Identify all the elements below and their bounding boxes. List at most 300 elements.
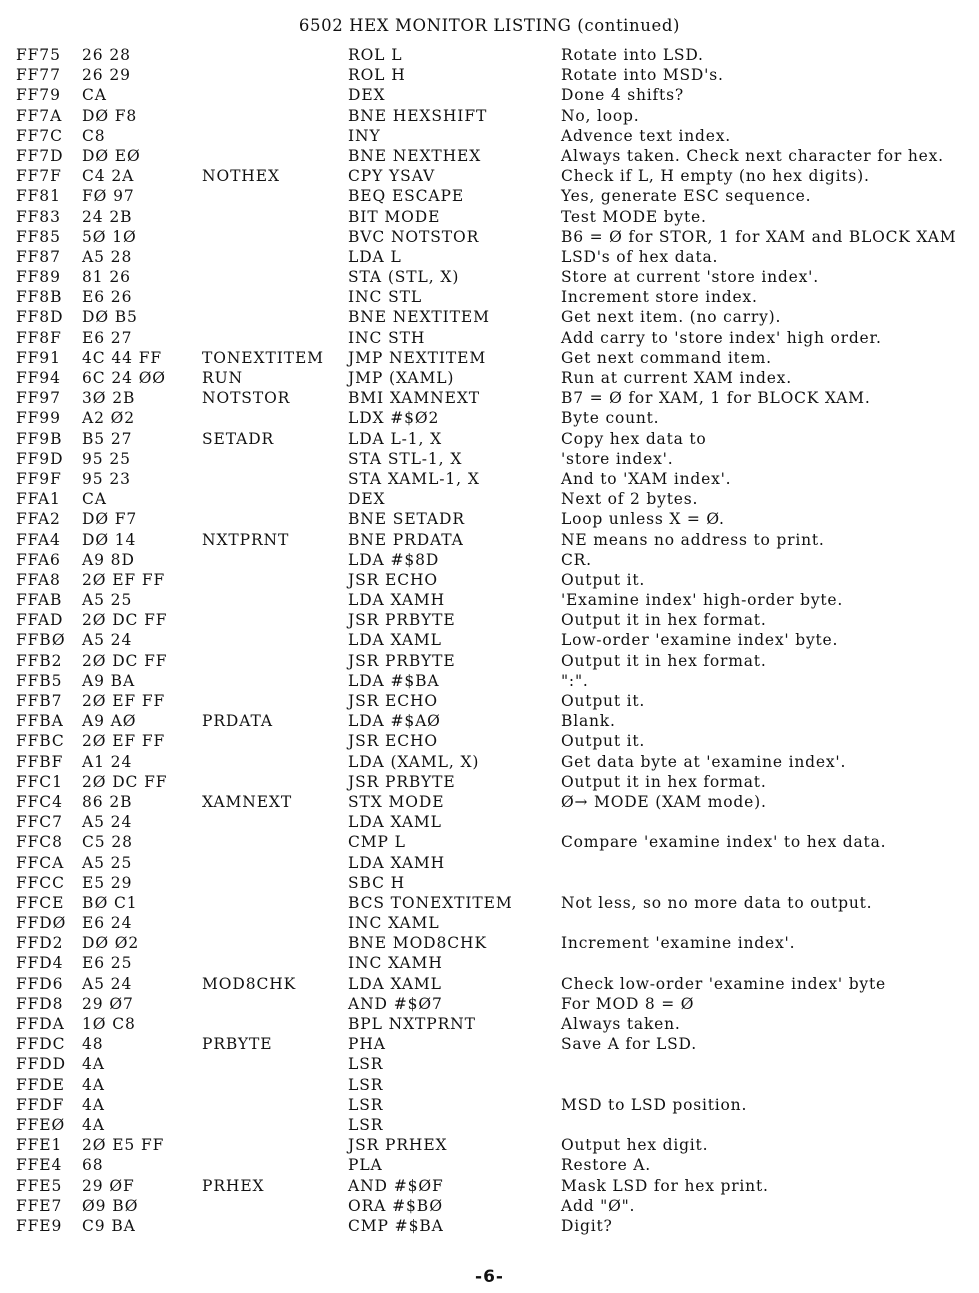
listing-row: [0, 893, 979, 913]
address: FFE7: [16, 1196, 63, 1215]
instruction: PHA: [348, 1035, 386, 1054]
listing-row: [0, 509, 979, 529]
object-code: A9 8D: [82, 550, 135, 569]
instruction: BNE PRDATA: [348, 530, 464, 549]
instruction: JMP (XAML): [348, 369, 455, 387]
instruction: BNE MOD8CHK: [348, 934, 487, 953]
address: FF79: [16, 86, 61, 105]
address: FFD2: [16, 934, 64, 953]
instruction: SBC H: [348, 873, 406, 892]
instruction: INY: [348, 126, 381, 145]
listing-row: [0, 65, 979, 85]
object-code: E6 25: [82, 954, 133, 973]
object-code: B5 27: [82, 429, 133, 448]
listing-row: [0, 1054, 979, 1074]
comment: Output it.: [561, 732, 646, 751]
object-code: A5 24: [82, 813, 133, 832]
object-code: C8: [82, 126, 106, 145]
object-code: E6 24: [82, 914, 133, 933]
comment: Rotate into MSD's.: [561, 66, 724, 85]
object-code: 2Ø E5 FF: [82, 1136, 165, 1155]
listing-row: [0, 731, 979, 751]
listing-row: [0, 610, 979, 630]
comment: Store at current 'store index'.: [561, 268, 819, 287]
object-code: 2Ø EF FF: [82, 692, 166, 710]
instruction: ROL L: [348, 46, 403, 64]
object-code: BØ C1: [82, 893, 138, 912]
listing-row: [0, 368, 979, 388]
listing-row: [0, 85, 979, 105]
address: FF89: [16, 268, 61, 287]
object-code: 4A: [82, 1095, 105, 1114]
address: FF91: [16, 348, 61, 367]
address: FFEØ: [16, 1115, 66, 1134]
object-code: A5 25: [82, 591, 133, 610]
listing-row: [0, 1034, 979, 1054]
instruction: INC XAML: [348, 914, 440, 933]
listing-row: [0, 933, 979, 953]
instruction: LDA L: [348, 247, 402, 266]
address: FF75: [16, 46, 61, 64]
listing-row: [0, 812, 979, 832]
listing-row: [0, 953, 979, 973]
address: FFC4: [16, 792, 63, 811]
address: FFAD: [16, 611, 64, 630]
comment: Check if L, H empty (no hex digits).: [561, 167, 870, 186]
comment: Restore A.: [561, 1156, 651, 1175]
object-code: 48: [82, 1035, 104, 1054]
listing-row: [0, 1196, 979, 1216]
comment: Increment store index.: [561, 288, 758, 307]
label: SETADR: [202, 429, 275, 448]
address: FFBA: [16, 712, 64, 731]
address: FFDE: [16, 1075, 65, 1094]
listing-row: [0, 469, 979, 489]
comment: Output it in hex format.: [561, 651, 767, 670]
instruction: STX MODE: [348, 792, 445, 811]
label: MOD8CHK: [202, 974, 297, 993]
object-code: 1Ø C8: [82, 1015, 136, 1033]
address: FFBC: [16, 732, 65, 751]
listing-row: [0, 1095, 979, 1115]
instruction: BNE NEXTHEX: [348, 146, 482, 165]
listing-row: [0, 1176, 979, 1196]
address: FFE9: [16, 1216, 63, 1235]
listing-row: [0, 752, 979, 772]
listing-row: [0, 106, 979, 126]
comment: LSD's of hex data.: [561, 247, 719, 266]
instruction: BEQ ESCAPE: [348, 187, 465, 206]
object-code: CA: [82, 490, 107, 509]
object-code: A9 AØ: [82, 712, 137, 731]
object-code: 4A: [82, 1075, 105, 1094]
address: FF99: [16, 409, 61, 428]
object-code: E6 26: [82, 288, 133, 307]
address: FFBØ: [16, 631, 66, 650]
instruction: PLA: [348, 1156, 383, 1175]
instruction: AND #$ØF: [348, 1176, 444, 1195]
instruction: CMP #$BA: [348, 1216, 444, 1235]
address: FF9D: [16, 449, 64, 468]
comment: Blank.: [561, 712, 616, 731]
comment: Digit?: [561, 1216, 613, 1235]
address: FFA6: [16, 550, 61, 569]
listing-row: [0, 1155, 979, 1175]
address: FFC8: [16, 833, 63, 852]
comment: Yes, generate ESC sequence.: [561, 187, 812, 206]
object-code: 2Ø DC FF: [82, 651, 168, 670]
assembly-listing: [0, 45, 979, 1236]
comment: Output it in hex format.: [561, 611, 767, 630]
instruction: LDX #$Ø2: [348, 409, 440, 428]
address: FFDC: [16, 1035, 66, 1054]
instruction: LDA XAML: [348, 974, 442, 993]
address: FF81: [16, 187, 61, 206]
label: PRDATA: [202, 712, 273, 731]
instruction: DEX: [348, 490, 386, 509]
comment: Ø→ MODE (XAM mode).: [561, 792, 767, 811]
comment: Get next item. (no carry).: [561, 308, 782, 327]
instruction: ORA #$BØ: [348, 1196, 443, 1215]
listing-row: [0, 1115, 979, 1135]
object-code: A5 25: [82, 853, 133, 872]
address: FF9F: [16, 469, 62, 488]
listing-row: [0, 711, 979, 731]
object-code: FØ 97: [82, 187, 135, 206]
comment: Save A for LSD.: [561, 1035, 697, 1054]
address: FFA1: [16, 490, 61, 509]
comment: Output it.: [561, 570, 646, 589]
listing-row: [0, 1014, 979, 1034]
listing-row: [0, 974, 979, 994]
address: FFB5: [16, 671, 63, 690]
comment: 'store index'.: [561, 449, 674, 468]
instruction: BNE HEXSHIFT: [348, 106, 488, 125]
object-code: A9 BA: [82, 671, 136, 690]
listing-row: [0, 1216, 979, 1236]
instruction: LDA (XAML, X): [348, 752, 480, 771]
comment: MSD to LSD position.: [561, 1095, 748, 1114]
instruction: LDA L-1, X: [348, 429, 443, 448]
comment: Always taken.: [561, 1015, 681, 1033]
comment: Not less, so no more data to output.: [561, 893, 873, 912]
label: RUN: [202, 369, 243, 387]
address: FF83: [16, 207, 61, 226]
listing-row: [0, 348, 979, 368]
address: FF8F: [16, 328, 62, 347]
comment: Get data byte at 'examine index'.: [561, 752, 847, 771]
object-code: CA: [82, 86, 107, 105]
listing-row: [0, 691, 979, 711]
object-code: DØ F7: [82, 510, 138, 529]
listing-row: [0, 247, 979, 267]
instruction: LSR: [348, 1055, 384, 1074]
instruction: JSR ECHO: [348, 692, 439, 710]
listing-row: [0, 186, 979, 206]
listing-row: [0, 489, 979, 509]
comment: Get next command item.: [561, 348, 772, 367]
object-code: DØ 14: [82, 530, 137, 549]
instruction: LDA #$BA: [348, 671, 440, 690]
label: XAMNEXT: [202, 792, 293, 811]
instruction: JSR PRHEX: [348, 1136, 448, 1155]
label: NXTPRNT: [202, 530, 290, 549]
listing-row: [0, 530, 979, 550]
object-code: DØ EØ: [82, 146, 141, 165]
listing-row: [0, 207, 979, 227]
instruction: INC XAMH: [348, 954, 443, 973]
address: FFDF: [16, 1095, 65, 1114]
listing-row: [0, 328, 979, 348]
address: FF87: [16, 247, 61, 266]
object-code: A5 24: [82, 631, 133, 650]
address: FF7F: [16, 167, 62, 186]
listing-row: [0, 146, 979, 166]
comment: And to 'XAM index'.: [561, 469, 732, 488]
comment: Output it in hex format.: [561, 772, 767, 791]
instruction: LDA #$AØ: [348, 712, 441, 731]
instruction: JMP NEXTITEM: [348, 348, 487, 367]
listing-row: [0, 429, 979, 449]
comment: Low-order 'examine index' byte.: [561, 631, 839, 650]
address: FFA4: [16, 530, 61, 549]
page-title: 6502 HEX MONITOR LISTING (continued): [298, 16, 681, 35]
object-code: 29 ØF: [82, 1176, 135, 1195]
object-code: 4C 44 FF: [82, 348, 163, 367]
object-code: 86 2B: [82, 792, 133, 811]
listing-row: [0, 287, 979, 307]
address: FFD6: [16, 974, 64, 993]
comment: Copy hex data to: [561, 429, 707, 448]
instruction: JSR PRBYTE: [348, 772, 456, 791]
comment: Loop unless X = Ø.: [561, 510, 725, 529]
listing-row: [0, 570, 979, 590]
address: FFE4: [16, 1156, 63, 1175]
comment: Check low-order 'examine index' byte: [561, 974, 886, 993]
label: PRHEX: [202, 1176, 265, 1195]
listing-row: [0, 307, 979, 327]
address: FFA8: [16, 570, 61, 589]
instruction: INC STH: [348, 328, 426, 347]
address: FFB7: [16, 692, 63, 710]
instruction: LDA #$8D: [348, 550, 440, 569]
instruction: AND #$Ø7: [348, 994, 443, 1013]
listing-row: [0, 792, 979, 812]
address: FFCE: [16, 893, 65, 912]
object-code: DØ Ø2: [82, 934, 140, 953]
comment: B6 = Ø for STOR, 1 for XAM and BLOCK XAM: [561, 227, 957, 246]
listing-row: [0, 126, 979, 146]
address: FFC1: [16, 772, 63, 791]
listing-row: [0, 651, 979, 671]
label: TONEXTITEM: [202, 348, 324, 367]
listing-row: [0, 267, 979, 287]
address: FF77: [16, 66, 61, 85]
object-code: A5 28: [82, 247, 133, 266]
instruction: BMI XAMNEXT: [348, 389, 481, 408]
address: FF8B: [16, 288, 63, 307]
instruction: BNE SETADR: [348, 510, 465, 529]
instruction: JSR ECHO: [348, 732, 439, 751]
comment: Output it.: [561, 692, 646, 710]
object-code: 3Ø 2B: [82, 389, 136, 408]
comment: Compare 'examine index' to hex data.: [561, 833, 887, 852]
address: FFCC: [16, 873, 65, 892]
instruction: BIT MODE: [348, 207, 441, 226]
object-code: A2 Ø2: [82, 409, 136, 428]
instruction: LDA XAMH: [348, 853, 446, 872]
address: FF97: [16, 389, 61, 408]
comment: Next of 2 bytes.: [561, 490, 699, 509]
listing-row: [0, 408, 979, 428]
address: FFD4: [16, 954, 64, 973]
instruction: STA (STL, X): [348, 268, 460, 287]
instruction: LDA XAMH: [348, 591, 446, 610]
object-code: 2Ø DC FF: [82, 772, 168, 791]
comment: Test MODE byte.: [561, 207, 707, 226]
comment: Output hex digit.: [561, 1136, 709, 1155]
listing-row: [0, 832, 979, 852]
object-code: 6C 24 ØØ: [82, 369, 166, 387]
address: FF7A: [16, 106, 63, 125]
address: FF7D: [16, 146, 64, 165]
address: FFB2: [16, 651, 63, 670]
listing-row: [0, 166, 979, 186]
comment: Always taken. Check next character for hex.: [561, 146, 944, 165]
listing-row: [0, 590, 979, 610]
object-code: C9 BA: [82, 1216, 136, 1235]
listing-row: [0, 550, 979, 570]
instruction: JSR PRBYTE: [348, 651, 456, 670]
object-code: 26 29: [82, 66, 131, 85]
object-code: 2Ø DC FF: [82, 611, 168, 630]
address: FF94: [16, 369, 61, 387]
listing-row: [0, 772, 979, 792]
instruction: BPL NXTPRNT: [348, 1015, 476, 1033]
address: FFC7: [16, 813, 63, 832]
instruction: ROL H: [348, 66, 406, 85]
object-code: 4A: [82, 1055, 105, 1074]
object-code: C5 28: [82, 833, 133, 852]
comment: No, loop.: [561, 106, 640, 125]
label: PRBYTE: [202, 1035, 273, 1054]
instruction: LDA XAML: [348, 631, 442, 650]
address: FFDØ: [16, 914, 67, 933]
address: FFDA: [16, 1015, 65, 1033]
object-code: 5Ø 1Ø: [82, 227, 137, 246]
comment: Add carry to 'store index' high order.: [561, 328, 882, 347]
listing-row: [0, 388, 979, 408]
comment: B7 = Ø for XAM, 1 for BLOCK XAM.: [561, 389, 871, 408]
instruction: STA XAML-1, X: [348, 469, 480, 488]
listing-row: [0, 913, 979, 933]
object-code: A5 24: [82, 974, 133, 993]
instruction: JSR ECHO: [348, 570, 439, 589]
listing-row: [0, 45, 979, 65]
listing-row: [0, 630, 979, 650]
object-code: 26 28: [82, 46, 131, 64]
object-code: 4A: [82, 1115, 105, 1134]
object-code: E5 29: [82, 873, 133, 892]
page-number: -6-: [475, 1267, 504, 1287]
label: NOTSTOR: [202, 389, 291, 408]
instruction: BNE NEXTITEM: [348, 308, 490, 327]
comment: 'Examine index' high-order byte.: [561, 591, 844, 610]
object-code: 95 23: [82, 469, 131, 488]
instruction: DEX: [348, 86, 386, 105]
address: FFDD: [16, 1055, 66, 1074]
address: FFD8: [16, 994, 64, 1013]
instruction: STA STL-1, X: [348, 449, 463, 468]
address: FF8D: [16, 308, 64, 327]
comment: Advence text index.: [561, 126, 732, 145]
instruction: LSR: [348, 1095, 384, 1114]
listing-row: [0, 873, 979, 893]
listing-row: [0, 227, 979, 247]
address: FF9B: [16, 429, 63, 448]
address: FFE1: [16, 1136, 63, 1155]
object-code: 68: [82, 1156, 104, 1175]
object-code: 95 25: [82, 449, 131, 468]
object-code: 29 Ø7: [82, 994, 134, 1013]
comment: For MOD 8 = Ø: [561, 994, 695, 1013]
address: FF85: [16, 227, 61, 246]
comment: ":".: [561, 671, 589, 690]
instruction: CPY YSAV: [348, 167, 436, 186]
object-code: DØ B5: [82, 308, 138, 327]
instruction: LSR: [348, 1075, 384, 1094]
comment: Add "Ø".: [561, 1196, 636, 1215]
object-code: E6 27: [82, 328, 133, 347]
object-code: A1 24: [82, 752, 133, 771]
address: FFCA: [16, 853, 65, 872]
address: FFBF: [16, 752, 64, 771]
comment: NE means no address to print.: [561, 530, 825, 549]
instruction: LDA XAML: [348, 813, 442, 832]
object-code: 81 26: [82, 268, 131, 287]
instruction: INC STL: [348, 288, 423, 307]
listing-row: [0, 449, 979, 469]
address: FFE5: [16, 1176, 63, 1195]
instruction: CMP L: [348, 833, 406, 852]
listing-row: [0, 994, 979, 1014]
address: FFAB: [16, 591, 63, 610]
comment: CR.: [561, 550, 592, 569]
comment: Rotate into LSD.: [561, 46, 704, 64]
label: NOTHEX: [202, 167, 280, 186]
object-code: DØ F8: [82, 106, 138, 125]
listing-row: [0, 1135, 979, 1155]
address: FF7C: [16, 126, 63, 145]
listing-row: [0, 853, 979, 873]
object-code: 24 2B: [82, 207, 133, 226]
comment: Run at current XAM index.: [561, 369, 792, 387]
address: FFA2: [16, 510, 61, 529]
listing-row: [0, 1075, 979, 1095]
object-code: 2Ø EF FF: [82, 570, 166, 589]
object-code: Ø9 BØ: [82, 1196, 139, 1215]
object-code: C4 2A: [82, 167, 135, 186]
comment: Byte count.: [561, 409, 660, 428]
instruction: JSR PRBYTE: [348, 611, 456, 630]
instruction: BCS TONEXTITEM: [348, 893, 513, 912]
comment: Increment 'examine index'.: [561, 934, 796, 953]
instruction: LSR: [348, 1115, 384, 1134]
object-code: 2Ø EF FF: [82, 732, 166, 751]
instruction: BVC NOTSTOR: [348, 227, 480, 246]
comment: Done 4 shifts?: [561, 86, 684, 105]
comment: Mask LSD for hex print.: [561, 1176, 769, 1195]
